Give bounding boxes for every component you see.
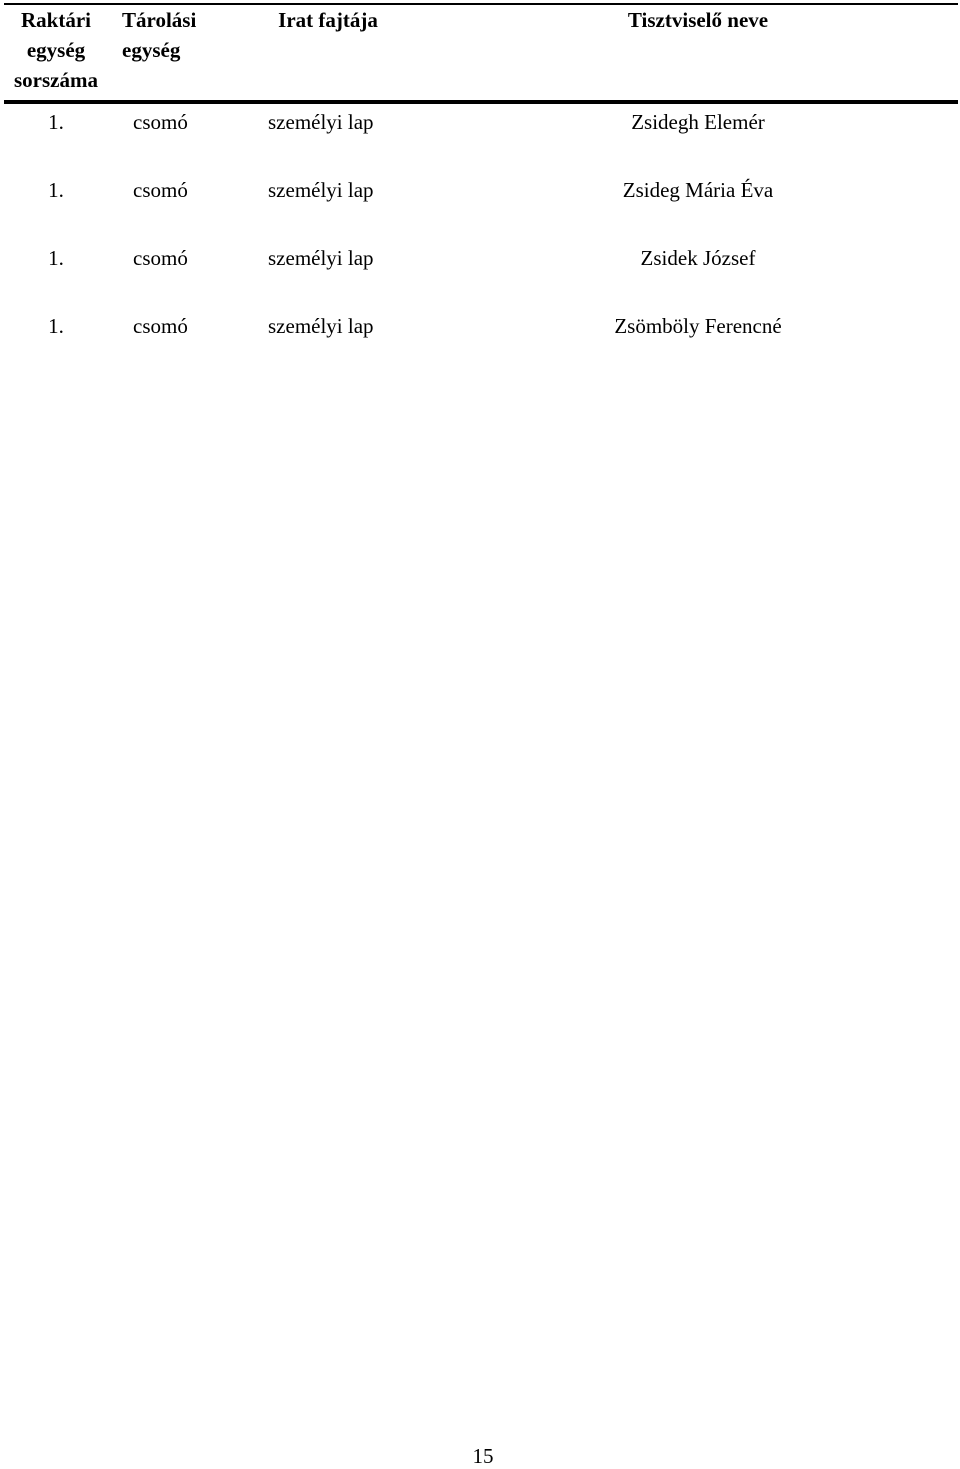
cell-storage-type: csomó bbox=[133, 178, 188, 202]
cell-document-type: személyi lap bbox=[268, 178, 374, 202]
cell-document-type: személyi lap bbox=[268, 110, 374, 134]
cell-official-name: Zsömböly Ferencné bbox=[614, 314, 782, 338]
header-storage-unit-number: Raktári egység sorszáma bbox=[14, 8, 98, 92]
table-row bbox=[0, 104, 960, 172]
cell-official-name: Zsidegh Elemér bbox=[631, 110, 765, 134]
cell-official-name: Zsideg Mária Éva bbox=[622, 178, 774, 202]
cell-storage-type: csomó bbox=[133, 246, 188, 270]
cell-unit-number: 1. bbox=[48, 314, 64, 338]
cell-storage-type: csomó bbox=[133, 314, 188, 338]
header-storage-type: Tárolási egység bbox=[122, 8, 197, 62]
table-row bbox=[0, 308, 960, 376]
header-document-type: Irat fajtája bbox=[278, 8, 378, 32]
page-number: 15 bbox=[472, 1444, 494, 1468]
cell-unit-number: 1. bbox=[48, 178, 64, 202]
table-body bbox=[0, 104, 960, 376]
cell-storage-type: csomó bbox=[133, 110, 188, 134]
cell-unit-number: 1. bbox=[48, 246, 64, 270]
cell-unit-number: 1. bbox=[48, 110, 64, 134]
cell-official-name: Zsidek József bbox=[640, 246, 756, 270]
table-row bbox=[0, 172, 960, 240]
table-row bbox=[0, 240, 960, 308]
cell-document-type: személyi lap bbox=[268, 314, 374, 338]
header-official-name: Tisztviselő neve bbox=[627, 8, 769, 32]
cell-document-type: személyi lap bbox=[268, 246, 374, 270]
